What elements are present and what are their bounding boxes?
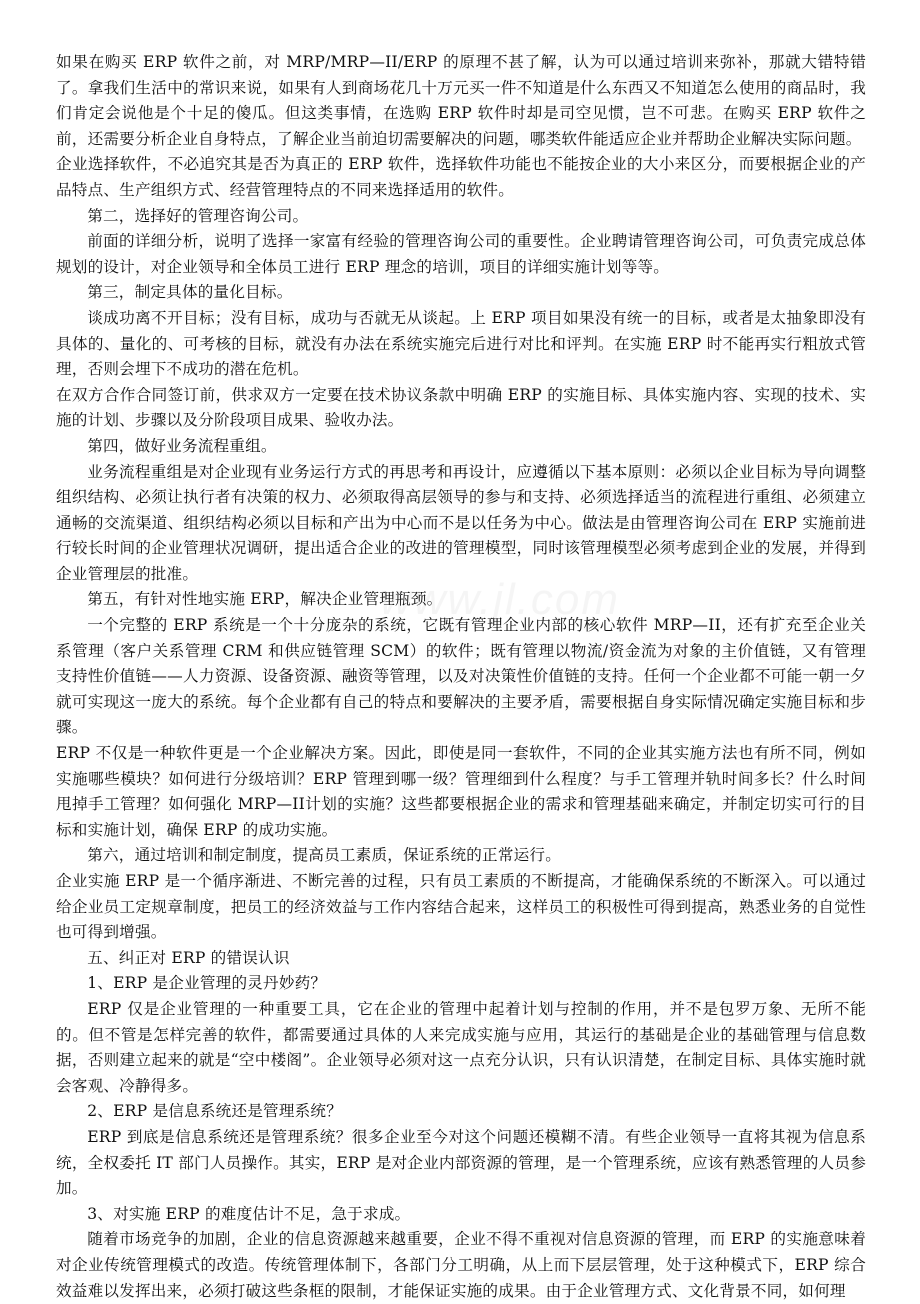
paragraph: 谈成功离不开目标；没有目标，成功与否就无从谈起。上 ERP 项目如果没有统一的目标，或者是太抽象即没有具体的、量化的、可考核的目标，就没有办法在系统实施完后进行对比和评判。在实施 ERP 时不能再实行粗放式管理，否则会埋下不成功的潜在危机。 [56, 308, 866, 379]
section-heading: 第五，有针对性地实施 ERP，解决企业管理瓶颈。 [87, 590, 443, 609]
paragraph: ERP 仅是企业管理的一种重要工具，它在企业的管理中起着计划与控制的作用，并不是包罗万象、无所不能的。但不管是怎样完善的软件，都需要通过具体的人来完成实施与应用，其运行的基础是企业的基础管理与信息数据，否则建立起来的就是“空中楼阁”。企业领导必须对这一点充分认识，只有认识清楚，在制定目标、具体实施时就会客观、冷静得多。 [56, 999, 866, 1095]
paragraph: 随着市场竞争的加剧，企业的信息资源越来越重要，企业不得不重视对信息资源的管理，而 ERP 的实施意味着对企业传统管理模式的改造。传统管理体制下，各部门分工明确，从上而下层层管理，处于这种模式下，ERP 综合效益难以发挥出来，必须打破这些条框的限制，才能保证实施的成果。由于企业管理方式、文化背景不同，如何理 [56, 1230, 866, 1300]
chapter-heading: 五、纠正对 ERP 的错误认识 [87, 948, 290, 967]
section-heading: 第六，通过培训和制定制度，提高员工素质，保证系统的正常运行。 [87, 846, 562, 865]
paragraph: ERP 到底是信息系统还是管理系统？很多企业至今对这个问题还模糊不清。有些企业领导一直将其视为信息系统，全权委托 IT 部门人员操作。其实，ERP 是对企业内部资源的管理，是一个管理系统，应该有熟悉管理的人员参加。 [56, 1127, 866, 1198]
paragraph: 前面的详细分析，说明了选择一家富有经验的管理咨询公司的重要性。企业聘请管理咨询公司，可负责完成总体规划的设计，对企业领导和全体员工进行 ERP 理念的培训，项目的详细实施计划等等。 [56, 232, 866, 276]
section-heading: 第二，选择好的管理咨询公司。 [87, 206, 309, 225]
paragraph: 企业实施 ERP 是一个循序渐进、不断完善的过程，只有员工素质的不断提高，才能确保系统的不断深入。可以通过给企业员工定规章制度，把员工的经济效益与工作内容结合起来，这样员工的积极性可得到提高，熟悉业务的自觉性也可得到增强。 [56, 872, 866, 942]
paragraph: 在双方合作合同签订前，供求双方一定要在技术协议条款中明确 ERP 的实施目标、具体实施内容、实现的技术、实施的计划、步骤以及分阶段项目成果、验收办法。 [56, 385, 866, 430]
section-heading: 第四，做好业务流程重组。 [87, 436, 277, 455]
subsection-heading: 2、ERP 是信息系统还是管理系统？ [87, 1102, 343, 1121]
paragraph: ERP 不仅是一种软件更是一个企业解决方案。因此，即使是同一套软件，不同的企业其实施方法也有所不同，例如实施哪些模块？如何进行分级培训？ERP 管理到哪一级？管理细到什么程度？与手工管理并轨时间多长？什么时间甩掉手工管理？如何强化 MRP—II计划的实施？这些都要根据企业的需求和管理基础来确定，并制定切实可行的目标和实施计划，确保 ERP 的成功实施。 [56, 744, 866, 839]
document-body [56, 50, 866, 1304]
subsection-heading: 3、对实施 ERP 的难度估计不足，急于求成。 [87, 1204, 411, 1223]
watermark: www.jl.com [380, 575, 621, 624]
paragraph: 企业选择软件，不必追究其是否为真正的 ERP 软件，选择软件功能也不能按企业的大小来区分，而要根据企业的产品特点、生产组织方式、经营管理特点的不同来选择适用的软件。 [56, 155, 866, 199]
paragraph: 业务流程重组是对企业现有业务运行方式的再思考和再设计，应遵循以下基本原则：必须以企业目标为导向调整组织结构、必须让执行者有决策的权力、必须取得高层领导的参与和支持、必须选择适当的流程进行重组、必须建立通畅的交流渠道、组织结构必须以目标和产出为中心而不是以任务为中心。做法是由管理咨询公司在 ERP 实施前进行较长时间的企业管理状况调研，提出适合企业的改进的管理模型，同时该管理模型必须考虑到企业的发展，并得到企业管理层的批准。 [56, 462, 866, 583]
section-heading: 第三，制定具体的量化目标。 [87, 283, 293, 302]
subsection-heading: 1、ERP 是企业管理的灵丹妙药？ [87, 974, 327, 993]
paragraph: 如果在购买 ERP 软件之前，对 MRP/MRP—II/ERP 的原理不甚了解，认为可以通过培训来弥补，那就大错特错了。拿我们生活中的常识来说，如果有人到商场花几十万元买一件不知道是什么东西又不知道怎么使用的商品时，我们肯定会说他是个十足的傻瓜。但这类事情，在选购 ERP 软件时却是司空见惯，岂不可悲。在购买 ERP 软件之前，还需要分析企业自身特点，了解企业当前迫切需要解决的问题，哪类软件能适应企业并帮助企业解决实际问题。 [56, 53, 866, 148]
paragraph: 一个完整的 ERP 系统是一个十分庞杂的系统，它既有管理企业内部的核心软件 MRP—II，还有扩充至企业关系管理（客户关系管理 CRM 和供应链管理 SCM）的软件；既有管理以物流/资金流为对象的主价值链，又有管理支持性价值链——人力资源、设备资源、融资等管理，以及对决策性价值链的支持。任何一个企业都不可能一朝一夕就可实现这一庞大的系统。每个企业都有自己的特点和要解决的主要矛盾，需要根据自身实际情况确定实施目标和步骤。 [56, 616, 866, 737]
